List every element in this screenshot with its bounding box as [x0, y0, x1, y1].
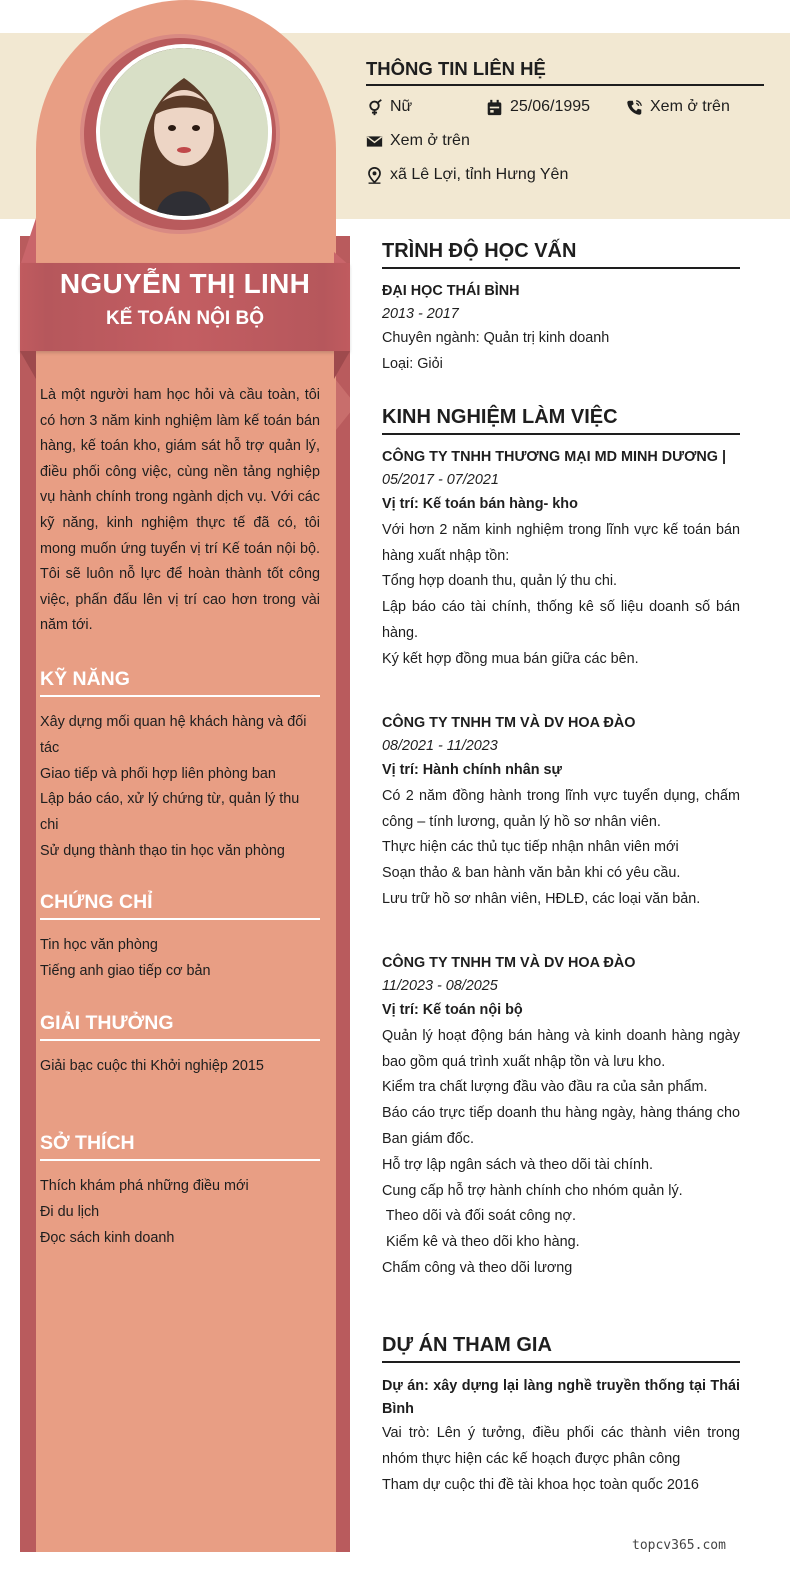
- awards-list: [40, 1054, 320, 1080]
- education-heading: TRÌNH ĐỘ HỌC VẤN: [382, 240, 740, 269]
- job-entry: [382, 712, 740, 913]
- job-line: Soạn thảo & ban hành văn bản khi có yêu cầu.: [382, 865, 681, 882]
- list-item: Giải bạc cuộc thi Khởi nghiệp 2015: [40, 1058, 264, 1074]
- list-item: Đi du lịch: [40, 1203, 100, 1220]
- phone-value: Xem ở trên: [650, 98, 730, 115]
- job-line: Kiểm tra chất lượng đầu vào đầu ra của sản phẩm.: [382, 1079, 708, 1096]
- phone-icon: [626, 99, 643, 116]
- education-major: Chuyên ngành: Quản trị kinh doanh: [382, 330, 610, 346]
- job-line: Có 2 năm đồng hành trong lĩnh vực tuyển dụng, chấm công – tính lương, quản lý hồ sơ nhân viên.: [382, 787, 740, 830]
- list-item: Đọc sách kinh doanh: [40, 1229, 175, 1246]
- job-company: CÔNG TY TNHH TM VÀ DV HOA ĐÀO: [382, 715, 636, 731]
- address-value: xã Lê Lợi, tỉnh Hưng Yên: [390, 166, 569, 183]
- job-entry: [382, 446, 740, 673]
- job-line: Theo dõi và đối soát công nợ.: [382, 1208, 576, 1225]
- gender-value: Nữ: [390, 98, 413, 115]
- job-role: Vị trí: Hành chính nhân sự: [382, 762, 562, 778]
- hobbies-heading: SỞ THÍCH: [40, 1132, 320, 1161]
- contact-phone: [626, 98, 730, 116]
- job-line: Kiểm kê và theo dõi kho hàng.: [382, 1234, 580, 1251]
- experience-heading: KINH NGHIỆM LÀM VIỆC: [382, 406, 740, 435]
- contact-birthday: [486, 98, 590, 116]
- gender-icon: [366, 99, 383, 116]
- contact-heading: THÔNG TIN LIÊN HỆ: [366, 58, 764, 86]
- project-name: Dự án: xây dựng lại làng nghề truyền thống tại Thái Bình: [382, 1378, 740, 1417]
- school-name: ĐẠI HỌC THÁI BÌNH: [382, 283, 520, 299]
- project-line: Vai trò: Lên ý tưởng, điều phối các thành viên trong nhóm thực hiện các kế hoạch được phân công: [382, 1425, 740, 1467]
- job-line: Lưu trữ hồ sơ nhân viên, HĐLĐ, các loại văn bản.: [382, 890, 701, 907]
- hobbies-list: [40, 1174, 320, 1251]
- project-line: Tham dự cuộc thi đề tài khoa học toàn quốc 2016: [382, 1476, 699, 1493]
- skills-list: [40, 710, 320, 865]
- avatar: [96, 44, 272, 220]
- job-company: CÔNG TY TNHH TM VÀ DV HOA ĐÀO: [382, 955, 636, 971]
- job-line: Hỗ trợ lập ngân sách và theo dõi tài chính.: [382, 1156, 654, 1173]
- projects-heading: DỰ ÁN THAM GIA: [382, 1334, 740, 1363]
- list-item: Tiếng anh giao tiếp cơ bản: [40, 962, 211, 979]
- awards-heading: GIẢI THƯỞNG: [40, 1012, 320, 1041]
- job-line: Ký kết hợp đồng mua bán giữa các bên.: [382, 650, 639, 667]
- envelope-icon: [366, 133, 383, 150]
- job-period: 05/2017 - 07/2021: [382, 472, 499, 488]
- education-entry: [382, 280, 740, 378]
- job-line: Cung cấp hỗ trợ hành chính cho nhóm quản lý.: [382, 1182, 683, 1199]
- job-line: Báo cáo trực tiếp doanh thu hàng ngày, hàng tháng cho Ban giám đốc.: [382, 1105, 740, 1147]
- candidate-name: NGUYỄN THỊ LINH: [59, 268, 311, 299]
- certificates-list: [40, 933, 320, 985]
- job-line: Thực hiện các thủ tục tiếp nhận nhân viên mới: [382, 839, 679, 856]
- list-item: Thích khám phá những điều mới: [40, 1178, 249, 1194]
- birthday-value: 25/06/1995: [510, 98, 591, 115]
- job-role: Vị trí: Kế toán bán hàng- kho: [382, 496, 578, 512]
- project-entry: [382, 1375, 740, 1498]
- job-period: 08/2021 - 11/2023: [382, 738, 498, 754]
- education-grade: Loại: Giỏi: [382, 355, 443, 372]
- avatar-portrait: [100, 48, 268, 216]
- job-line: Quản lý hoạt động bán hàng và kinh doanh hàng ngày bao gồm quá trình xuất nhập tồn và lưu kho.: [382, 1027, 740, 1070]
- education-period: 2013 - 2017: [382, 306, 459, 322]
- job-period: 11/2023 - 08/2025: [382, 978, 498, 994]
- summary-text: Là một người ham học hỏi và cầu toàn, tôi có hơn 3 năm kinh nghiệm làm kế toán bán hàng, kế toán kho, giám sát hỗ trợ quản lý, điều phối công việc, cùng nền tảng nghiệp vụ hành chính trong ngành dịch vụ. Với các kỹ năng, kinh nghiệm thực tế đã có, tôi mong muốn ứng tuyển vị trí Kế toán nội bộ. Tôi sẽ luôn nỗ lực để hoàn thành tốt công việc, phấn đấu lên vị trí cao hơn trong vài năm tới.: [40, 387, 320, 634]
- job-line: Chấm công và theo dõi lương: [382, 1259, 573, 1276]
- list-item: Lập báo cáo, xử lý chứng từ, quản lý thu chi: [40, 791, 300, 834]
- list-item: Tin học văn phòng: [40, 937, 158, 953]
- list-item: Giao tiếp và phối hợp liên phòng ban: [40, 765, 276, 782]
- footer-watermark: topcv365.com: [632, 1538, 726, 1553]
- job-line: Lập báo cáo tài chính, thống kê số liệu doanh số bán hàng.: [382, 599, 740, 641]
- contact-address: [366, 166, 568, 184]
- candidate-position: KẾ TOÁN NỘI BỘ: [106, 308, 264, 329]
- job-role: Vị trí: Kế toán nội bộ: [382, 1002, 523, 1018]
- job-company: CÔNG TY TNHH THƯƠNG MẠI MD MINH DƯƠNG |: [382, 449, 726, 465]
- job-line: Tổng hợp doanh thu, quản lý thu chi.: [382, 573, 618, 590]
- certificates-heading: CHỨNG CHỈ: [40, 891, 320, 920]
- skills-heading: KỸ NĂNG: [40, 668, 320, 697]
- contact-email: [366, 132, 470, 150]
- email-value: Xem ở trên: [390, 132, 470, 149]
- job-line: Với hơn 2 năm kinh nghiệm trong lĩnh vực kế toán bán hàng xuất nhập tồn:: [382, 521, 740, 564]
- list-item: Xây dựng mối quan hệ khách hàng và đối tác: [40, 714, 307, 756]
- job-entry: [382, 952, 740, 1282]
- calendar-icon: [486, 99, 503, 116]
- list-item: Sử dụng thành thạo tin học văn phòng: [40, 842, 285, 859]
- contact-gender: [366, 98, 412, 116]
- location-pin-icon: [366, 167, 383, 184]
